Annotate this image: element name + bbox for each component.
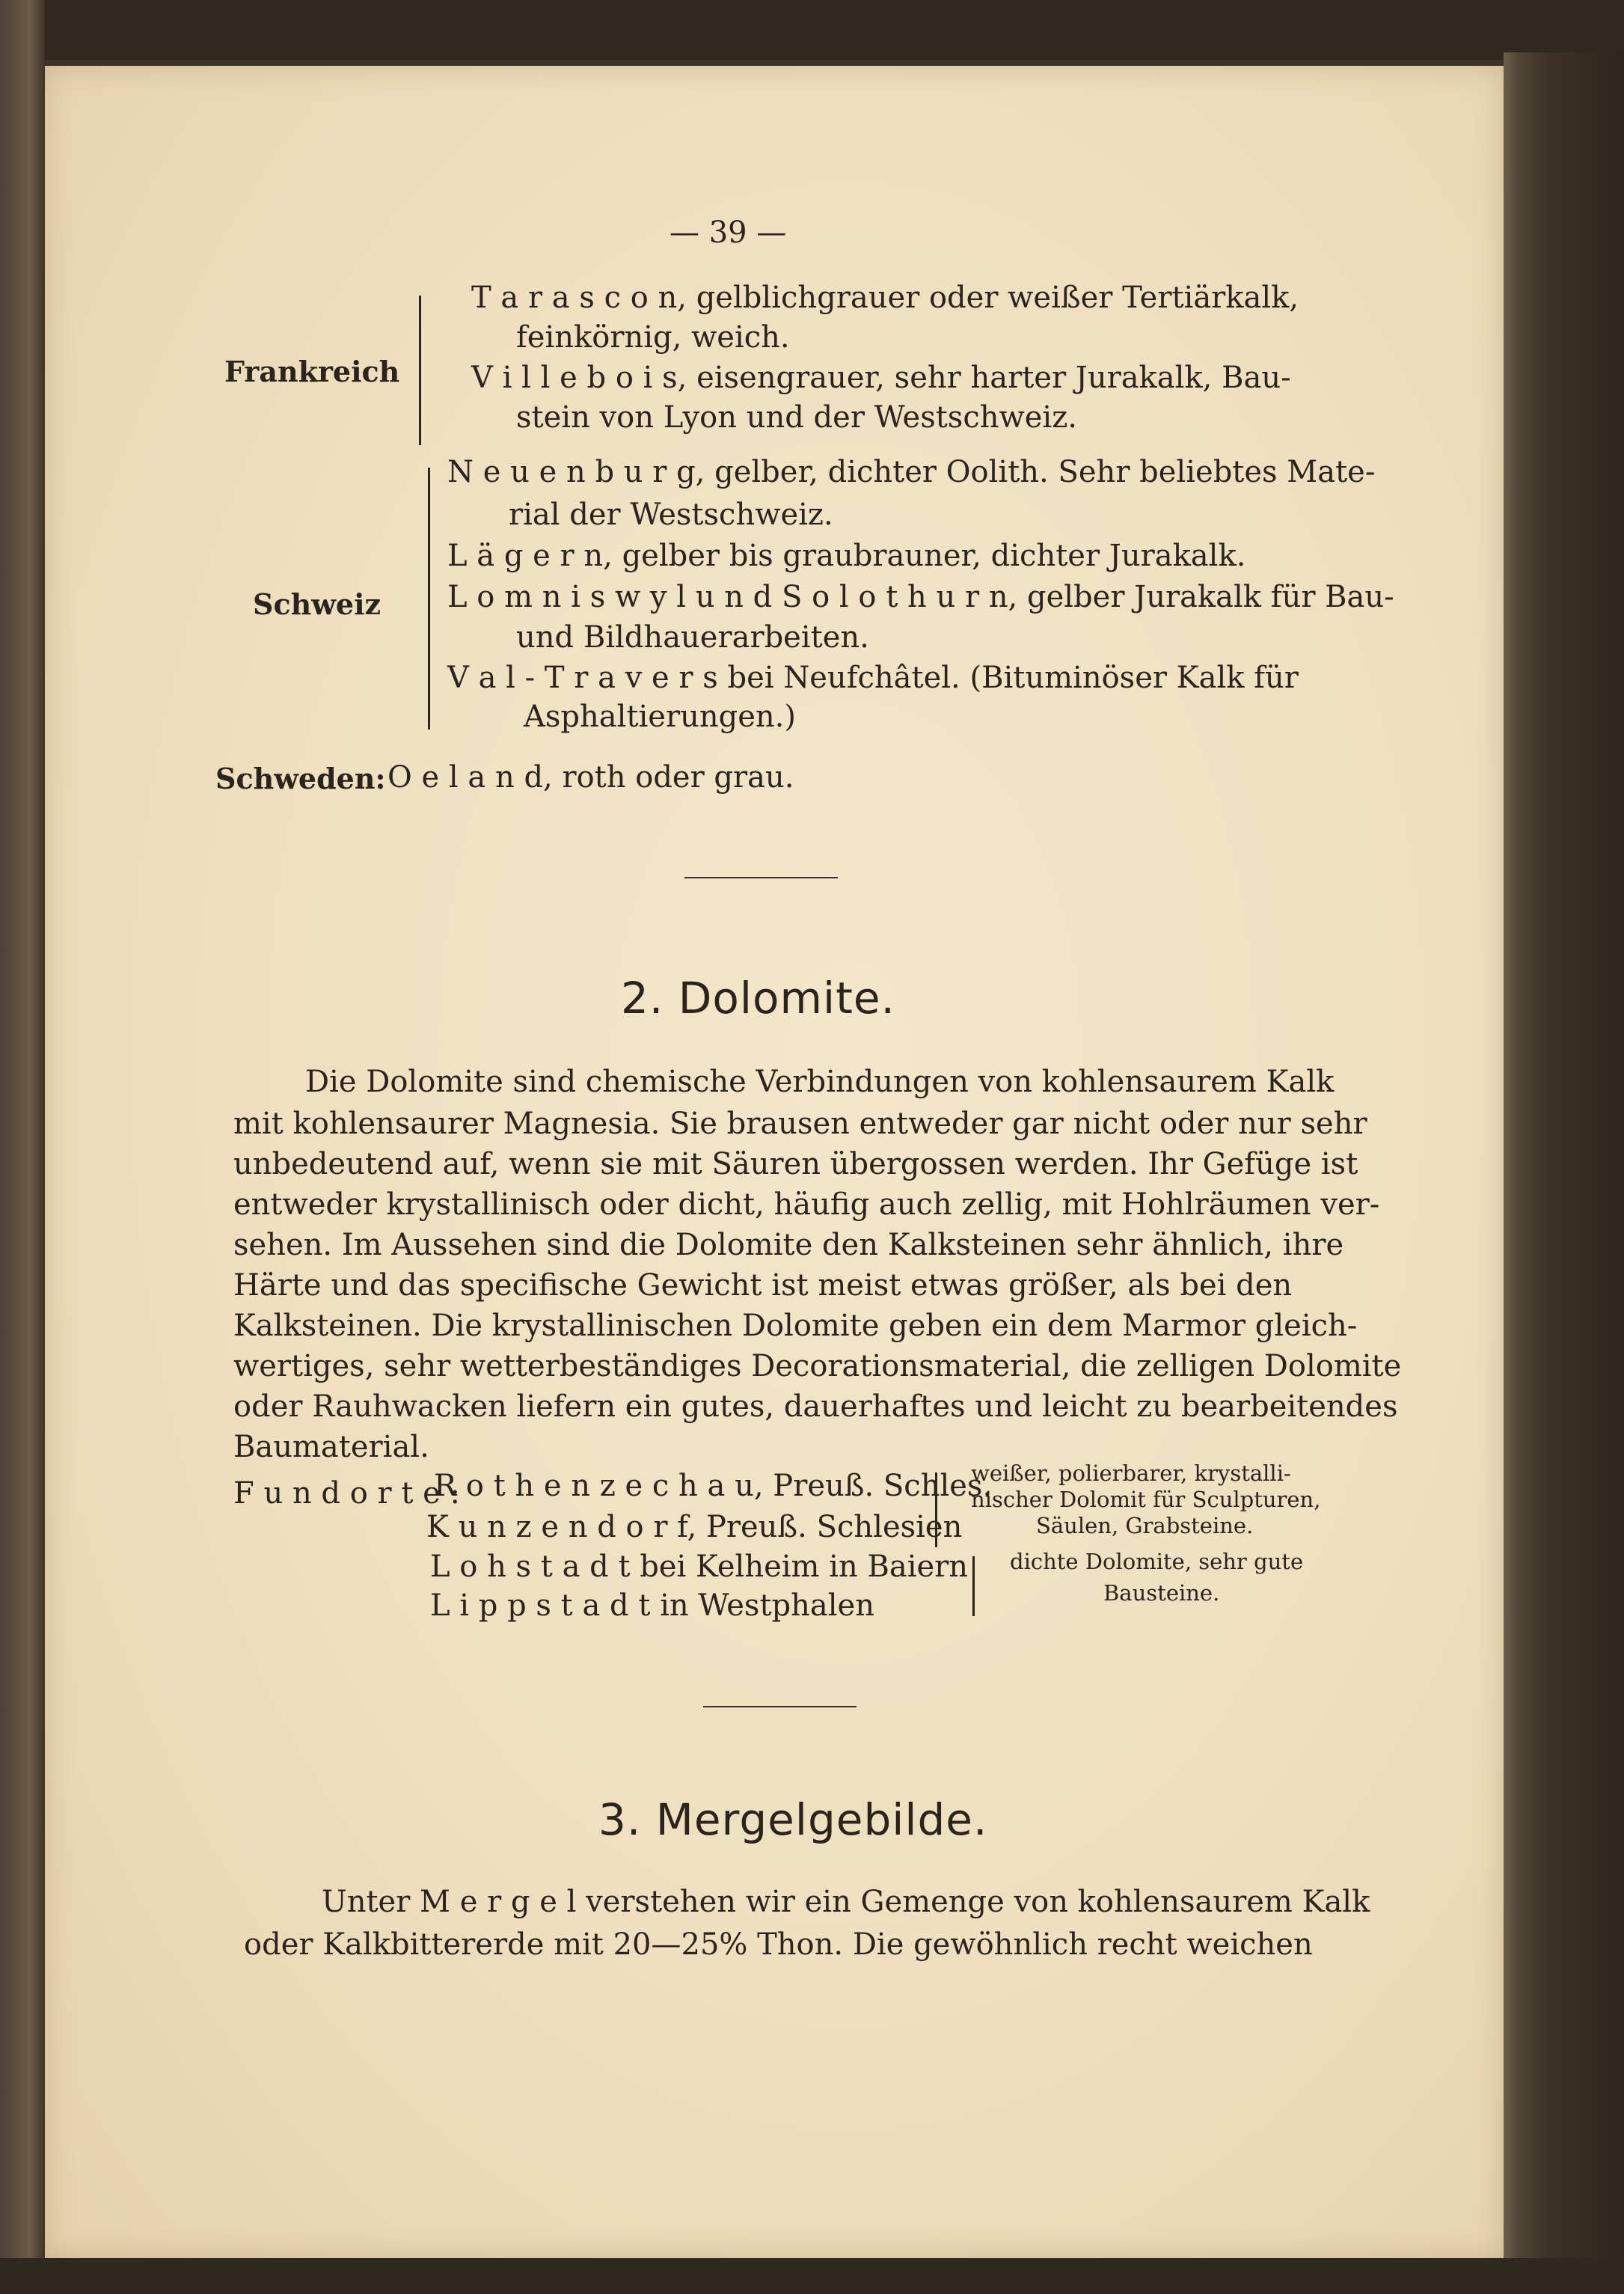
fundorte-label: F u n d o r t e : (233, 1476, 461, 1511)
schweiz-line: Asphaltierungen.) (524, 700, 796, 734)
fundort-line: R o t h e n z e c h a u, Preuß. Schles. (434, 1469, 993, 1503)
frankreich-line: V i l l e b o i s, eisengrauer, sehr harter Jurakalk, Bau- (471, 361, 1291, 395)
section-heading-dolomite: 2. Dolomite. (621, 973, 895, 1024)
country-label-schweiz: Schweiz (253, 587, 382, 621)
fundort-line: L o h s t a d t bei Kelheim in Baiern (430, 1550, 969, 1584)
paragraph-line: Unter M e r g e l verstehen wir ein Gemenge von kohlensaurem Kalk (322, 1885, 1370, 1919)
paragraph-line: mit kohlensaurer Magnesia. Sie brausen entweder gar nicht oder nur sehr (233, 1107, 1367, 1141)
frankreich-line: stein von Lyon und der Westschweiz. (516, 400, 1077, 435)
paragraph-line: Baumaterial. (233, 1430, 429, 1464)
schweiz-line: und Bildhauerarbeiten. (516, 620, 869, 655)
paragraph-line: unbedeutend auf, wenn sie mit Säuren übergossen werden. Ihr Gefüge ist (233, 1147, 1358, 1181)
fundort-line: K u n z e n d o r f, Preuß. Schlesien (426, 1510, 963, 1544)
paragraph-line: wertiges, sehr wetterbeständiges Decorationsmaterial, die zelligen Dolomite (233, 1349, 1402, 1383)
paragraph-line: entweder krystallinisch oder dicht, häufig auch zellig, mit Hohlräumen ver- (233, 1187, 1380, 1222)
note-line: nischer Dolomit für Sculpturen, (971, 1487, 1321, 1512)
brace-note2 (972, 1556, 975, 1616)
paragraph-line: Kalksteinen. Die krystallinischen Dolomite geben ein dem Marmor gleich- (233, 1309, 1358, 1343)
schweiz-line: L o m n i s w y l u n d S o l o t h u r n, gelber Jurakalk für Bau- (447, 580, 1394, 614)
schweden-line: O e l a n d, roth oder grau. (387, 760, 794, 795)
country-label-frankreich: Frankreich (224, 355, 400, 388)
note-line: dichte Dolomite, sehr gute (1010, 1549, 1304, 1574)
book-edge (1504, 52, 1624, 2294)
note-line: weißer, polierbarer, krystalli- (971, 1460, 1291, 1486)
note-line: Bausteine. (1103, 1580, 1220, 1606)
page-number: — 39 — (669, 215, 787, 250)
note-line: Säulen, Grabsteine. (1036, 1513, 1254, 1538)
book-bottom-edge (0, 2258, 1624, 2294)
section-heading-mergelgebilde: 3. Mergelgebilde. (598, 1794, 988, 1845)
paragraph-line: oder Rauhwacken liefern ein gutes, dauerhaftes und leicht zu bearbeitendes (233, 1389, 1398, 1424)
paragraph-line: Härte und das specifische Gewicht ist meist etwas größer, als bei den (233, 1268, 1293, 1303)
brace-note1 (935, 1472, 937, 1547)
frankreich-line: feinkörnig, weich. (516, 320, 790, 355)
section-divider (703, 1706, 857, 1707)
paragraph-line: sehen. Im Aussehen sind die Dolomite den Kalksteinen sehr ähnlich, ihre (233, 1228, 1344, 1262)
section-divider (684, 877, 838, 878)
paragraph-line: oder Kalkbittererde mit 20—25% Thon. Die gewöhnlich recht weichen (244, 1927, 1313, 1962)
brace-schweiz (428, 468, 430, 730)
paragraph-line: Die Dolomite sind chemische Verbindungen von kohlensaurem Kalk (305, 1065, 1335, 1099)
schweiz-line: N e u e n b u r g, gelber, dichter Oolith. Sehr beliebtes Mate- (447, 455, 1376, 489)
schweiz-line: V a l - T r a v e r s bei Neufchâtel. (Bituminöser Kalk für (447, 661, 1299, 695)
fundort-line: L i p p s t a d t in Westphalen (430, 1588, 874, 1623)
schweiz-line: L ä g e r n, gelber bis graubrauner, dichter Jurakalk. (447, 539, 1246, 573)
country-label-schweden: Schweden: (215, 762, 386, 795)
frankreich-line: T a r a s c o n, gelblichgrauer oder weißer Tertiärkalk, (471, 281, 1299, 315)
brace-frankreich (419, 296, 421, 445)
schweiz-line: rial der Westschweiz. (509, 498, 833, 532)
